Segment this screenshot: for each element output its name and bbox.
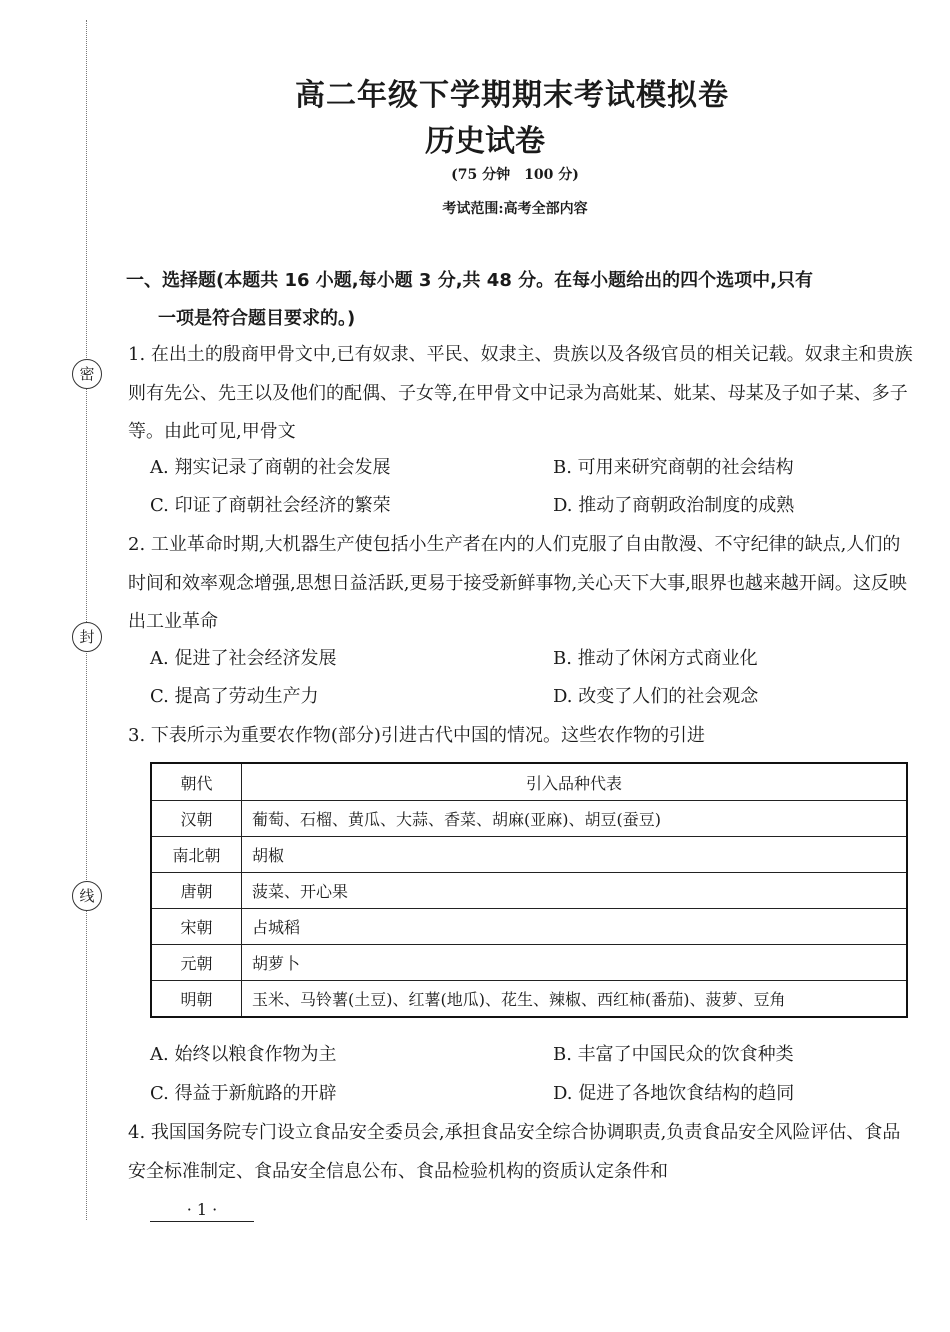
section-heading-line1: 一、选择题(本题共 16 小题,每小题 3 分,共 48 分。在每小题给出的四个选项中,只有 — [126, 270, 813, 291]
table-header-dynasty: 朝代 — [151, 763, 242, 801]
section-heading-line2: 一项是符合题目要求的。) — [158, 308, 356, 329]
question-3-option-d: D. 促进了各地饮食结构的趋同 — [553, 1083, 795, 1104]
table-cell-dynasty: 唐朝 — [151, 873, 242, 909]
question-2-option-a: A. 促进了社会经济发展 — [150, 648, 337, 669]
table-header-row — [151, 763, 907, 801]
question-3-option-b: B. 丰富了中国民众的饮食种类 — [553, 1044, 794, 1065]
table-cell-varieties: 占城稻 — [242, 909, 908, 945]
table-header-varieties: 引入品种代表 — [242, 763, 908, 801]
question-2-option-d: D. 改变了人们的社会观念 — [553, 686, 759, 707]
crop-table — [150, 762, 908, 1018]
page-number: · 1 · — [150, 1200, 254, 1222]
table-cell-dynasty: 宋朝 — [151, 909, 242, 945]
page-title: 高二年级下学期期末考试模拟卷 — [295, 78, 729, 113]
binding-mark-feng: 封 — [72, 622, 102, 652]
question-3-option-c: C. 得益于新航路的开辟 — [150, 1083, 337, 1104]
table-cell-varieties: 玉米、马铃薯(土豆)、红薯(地瓜)、花生、辣椒、西红柿(番茄)、菠萝、豆角 — [242, 981, 908, 1018]
question-4-stem: 4. 我国国务院专门设立食品安全委员会,承担食品安全综合协调职责,负责食品安全风险评估、食品安全标准制定、食品安全信息公布、食品检验机构的资质认定条件和 — [128, 1122, 901, 1182]
table-cell-dynasty: 明朝 — [151, 981, 242, 1018]
question-2-option-c: C. 提高了劳动生产力 — [150, 686, 319, 707]
table-cell-varieties: 葡萄、石榴、黄瓜、大蒜、香菜、胡麻(亚麻)、胡豆(蚕豆) — [242, 801, 908, 837]
table-cell-varieties: 胡椒 — [242, 837, 908, 873]
table-row — [151, 801, 907, 837]
table-cell-varieties: 菠菜、开心果 — [242, 873, 908, 909]
exam-duration-score: (75 分钟 100 分) — [451, 167, 579, 183]
question-2-stem: 2. 工业革命时期,大机器生产使包括小生产者在内的人们克服了自由散漫、不守纪律的缺点,人们的时间和效率观念增强,思想日益活跃,更易于接受新鲜事物,关心天下大事,眼界也越来越开阔。这反映出工业革命 — [128, 534, 907, 632]
question-1-stem: 1. 在出土的殷商甲骨文中,已有奴隶、平民、奴隶主、贵族以及各级官员的相关记载。奴隶主和贵族则有先公、先王以及他们的配偶、子女等,在甲骨文中记录为高妣某、妣某、母某及子如子某、多子等。由此可见,甲骨文 — [128, 344, 913, 442]
question-3-option-a: A. 始终以粮食作物为主 — [150, 1044, 337, 1065]
table-row — [151, 981, 907, 1018]
table-cell-dynasty: 汉朝 — [151, 801, 242, 837]
table-row — [151, 873, 907, 909]
table-row — [151, 837, 907, 873]
table-row — [151, 945, 907, 981]
question-1-option-d: D. 推动了商朝政治制度的成熟 — [553, 495, 795, 516]
binding-mark-mi: 密 — [72, 359, 102, 389]
question-2-option-b: B. 推动了休闲方式商业化 — [553, 648, 758, 669]
table-row — [151, 909, 907, 945]
section-heading — [126, 262, 916, 338]
table-cell-varieties: 胡萝卜 — [242, 945, 908, 981]
question-1-option-c: C. 印证了商朝社会经济的繁荣 — [150, 495, 391, 516]
binding-mark-xian: 线 — [72, 881, 102, 911]
table-cell-dynasty: 元朝 — [151, 945, 242, 981]
question-1-option-b: B. 可用来研究商朝的社会结构 — [553, 457, 794, 478]
question-3-stem: 3. 下表所示为重要农作物(部分)引进古代中国的情况。这些农作物的引进 — [128, 725, 705, 746]
question-1-option-a: A. 翔实记录了商朝的社会发展 — [150, 457, 391, 478]
exam-scope: 考试范围:高考全部内容 — [442, 201, 588, 217]
table-cell-dynasty: 南北朝 — [151, 837, 242, 873]
page-subtitle: 历史试卷 — [425, 124, 545, 159]
